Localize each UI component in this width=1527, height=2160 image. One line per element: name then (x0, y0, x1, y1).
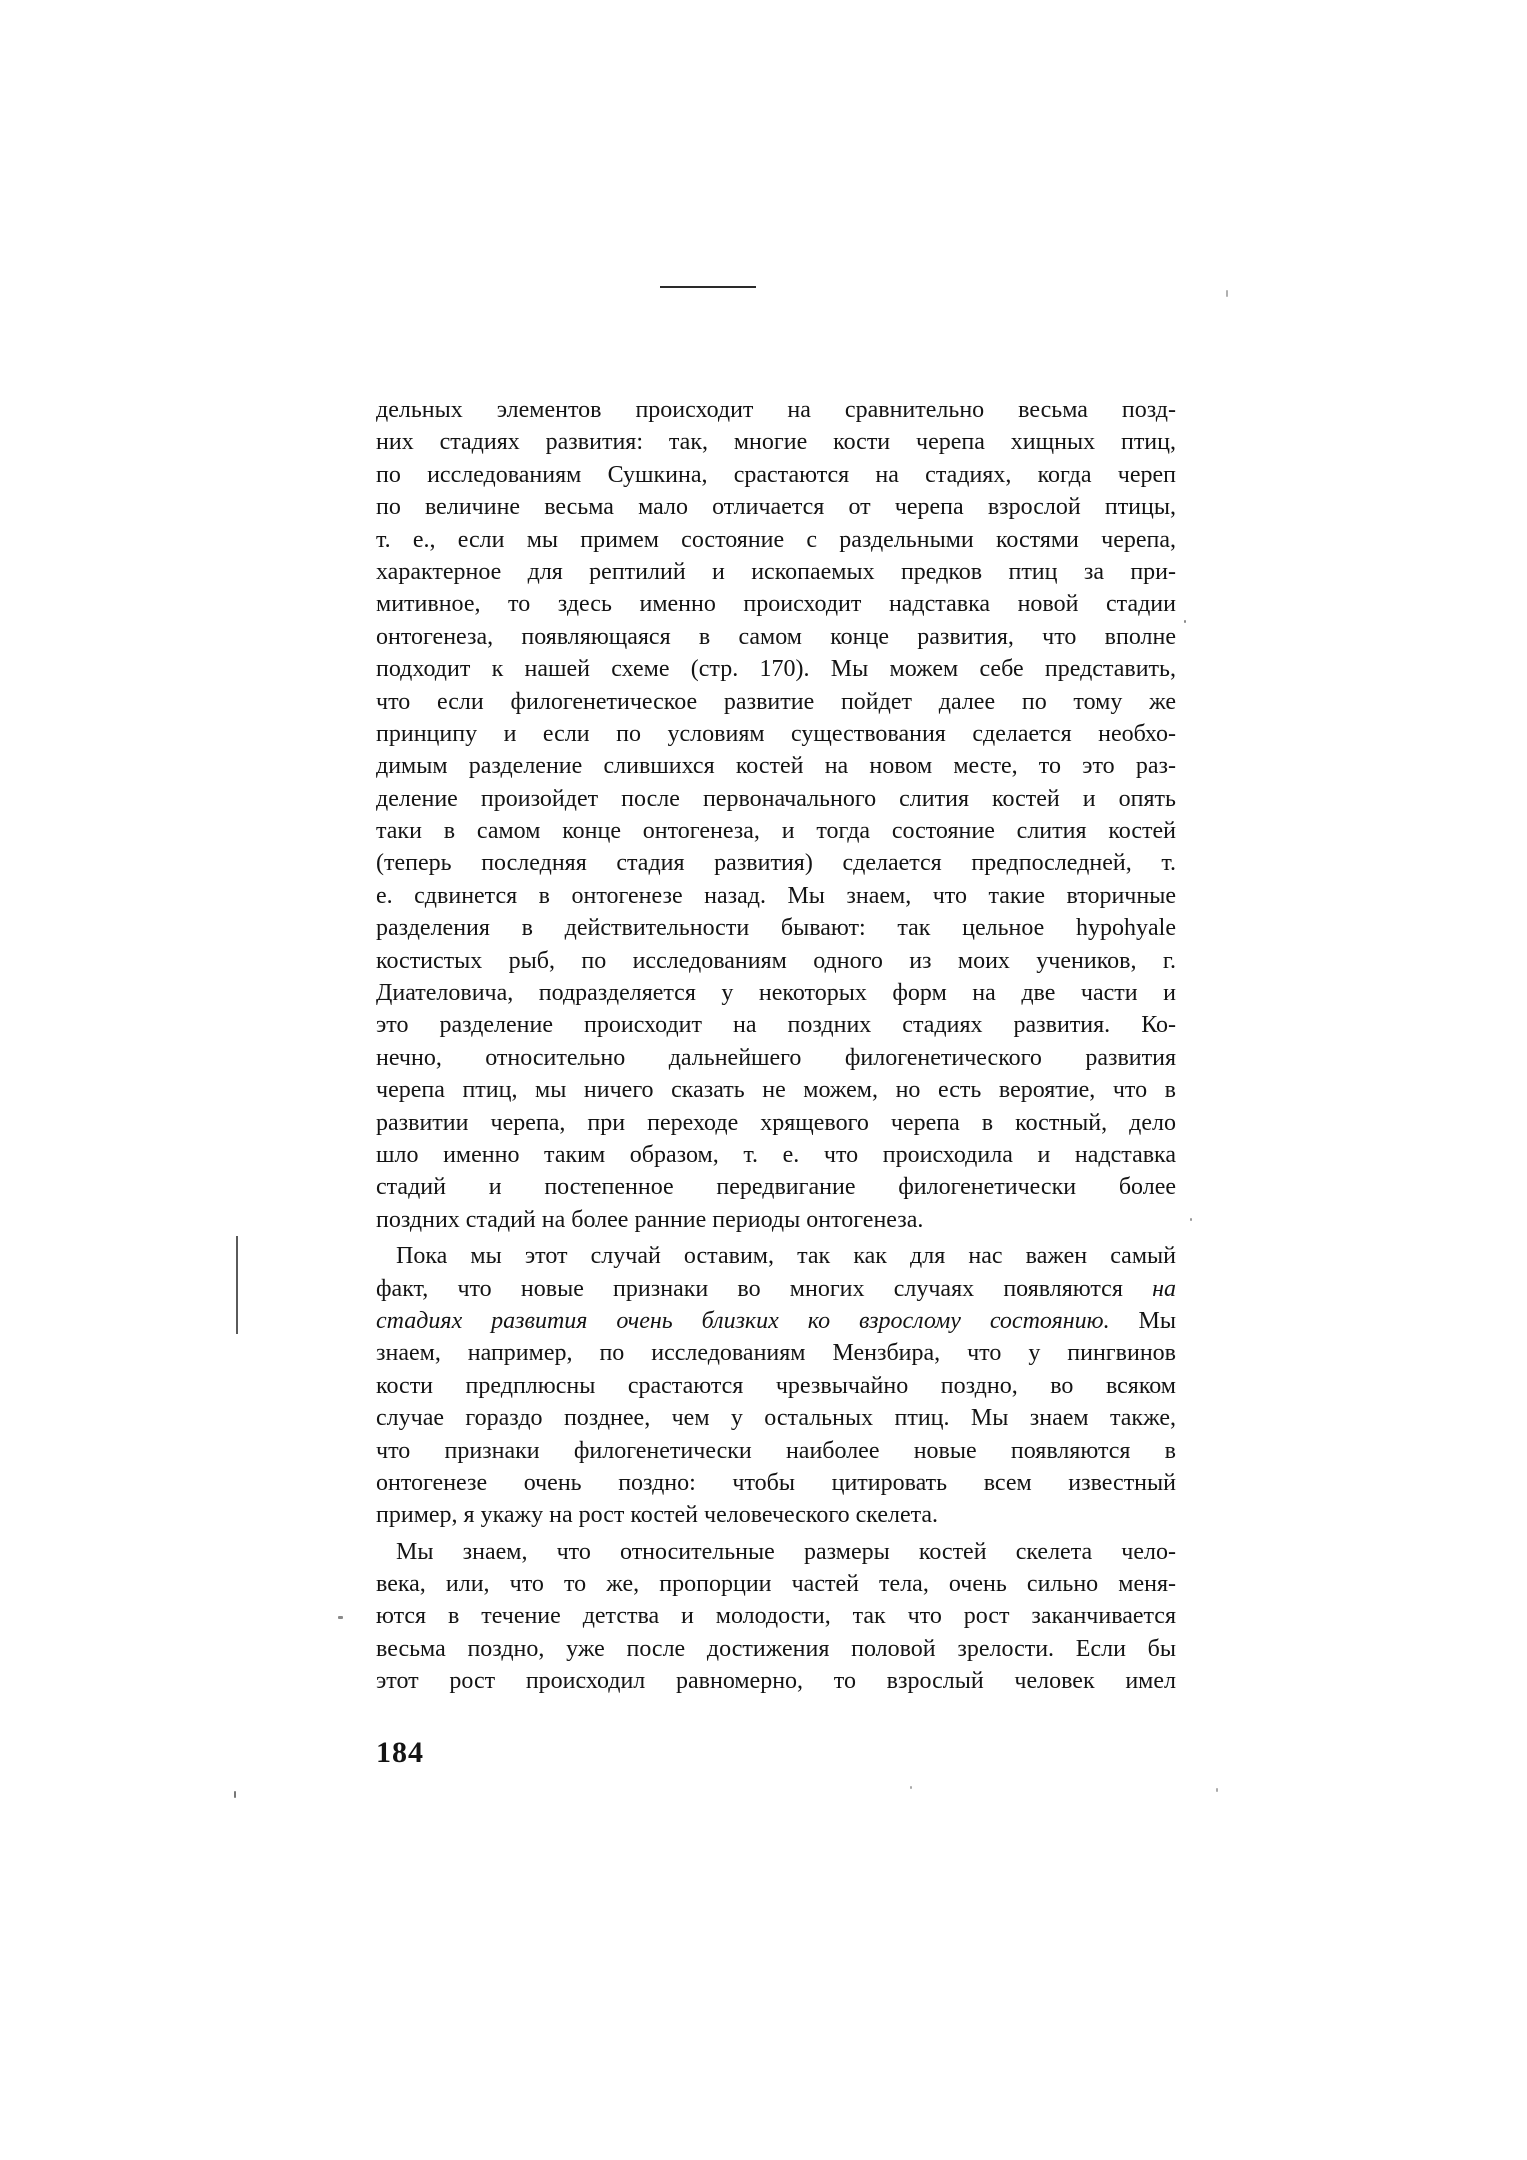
text-line: е. сдвинется в онтогенезе назад. Мы знаем, что такие вторичные (376, 882, 1176, 909)
text-line: что признаки филогенетически наиболее новые появляются в (376, 1437, 1176, 1464)
text-line: костистых рыб, по исследованиям одного из моих учеников, г. (376, 947, 1176, 974)
text-line: онтогенеза, появляющаяся в самом конце развития, что вполне (376, 623, 1176, 650)
text-line: митивное, то здесь именно происходит надставка новой стадии (376, 591, 1176, 618)
text-line: века, или, что то же, пропорции частей тела, очень сильно меня- (376, 1571, 1176, 1598)
text-line: дельных элементов происходит на сравнительно весьма позд- (376, 397, 1176, 423)
text-line: т. е., если мы примем состояние с раздельными костями черепа, (376, 526, 1176, 553)
text-line: димым разделение слившихся костей на новом месте, то это раз- (376, 753, 1176, 780)
text-line: по величине весьма мало отличается от черепа взрослой птицы, (376, 494, 1176, 521)
text-line: принципу и если по условиям существования сделается необхо- (376, 720, 1176, 747)
text-line: ются в течение детства и молодости, так что рост заканчивается (376, 1603, 1176, 1630)
text-line: это разделение происходит на поздних стадиях развития. Ко- (376, 1012, 1176, 1039)
text-line: Диателовича, подразделяется у некоторых форм на две части и (376, 980, 1176, 1007)
scan-speck (1216, 1788, 1218, 1792)
scan-speck (338, 1616, 343, 1619)
text-line (376, 1305, 1176, 1337)
text-line: по исследованиям Сушкина, срастаются на стадиях, когда череп (376, 461, 1176, 488)
page-number: 184 (376, 1736, 424, 1769)
text-line: них стадиях развития: так, многие кости черепа хищных птиц, (376, 429, 1176, 456)
text-line: что если филогенетическое развитие пойдет далее по тому же (376, 688, 1176, 715)
text-line: Мы знаем, что относительные размеры костей скелета чело- (396, 1538, 1176, 1565)
italic-run: стадиях развития очень близких ко взрослому состоянию. (376, 1307, 1110, 1334)
text-line: знаем, например, по исследованиям Мензбира, что у пингвинов (376, 1340, 1176, 1367)
text-line: пример, я укажу на рост костей человеческого скелета. (376, 1502, 939, 1529)
text-line: нечно, относительно дальнейшего филогенетического развития (376, 1044, 1176, 1071)
text-line: характерное для рептилий и ископаемых предков птиц за при- (376, 558, 1176, 585)
text-line: кости предплюсны срастаются чрезвычайно поздно, во всяком (376, 1372, 1176, 1399)
margin-mark (236, 1236, 238, 1334)
text-run: Мы (1109, 1307, 1177, 1334)
scan-speck (1184, 620, 1186, 623)
text-line: таки в самом конце онтогенеза, и тогда состояние слития костей (376, 818, 1176, 845)
text-line: подходит к нашей схеме (стр. 170). Мы можем себе представить, (376, 656, 1176, 683)
text-line: черепа птиц, мы ничего сказать не можем, но есть вероятие, что в (376, 1077, 1176, 1104)
text-line: разделения в действительности бывают: так цельное hypohyale (376, 915, 1176, 942)
scan-speck (910, 1786, 912, 1789)
italic-run: на (1152, 1275, 1176, 1302)
scan-speck (234, 1791, 236, 1798)
text-line: этот рост происходил равномерно, то взрослый человек имел (376, 1668, 1176, 1695)
text-line: (теперь последняя стадия развития) сделается предпоследней, т. (376, 850, 1176, 877)
text-line: случае гораздо позднее, чем у остальных птиц. Мы знаем также, (376, 1405, 1176, 1432)
text-line: Пока мы этот случай оставим, так как для нас важен самый (396, 1243, 1176, 1270)
text-line: стадий и постепенное передвигание филогенетически более (376, 1174, 1176, 1201)
text-line: развитии черепа, при переходе хрящевого черепа в костный, дело (376, 1109, 1176, 1136)
text-line: поздних стадий на более ранние периоды онтогенеза. (376, 1206, 924, 1233)
text-line: весьма поздно, уже после достижения половой зрелости. Если бы (376, 1635, 1176, 1662)
scan-speck (1190, 1218, 1192, 1221)
text-line: деление произойдет после первоначального слития костей и опять (376, 785, 1176, 812)
text-line: шло именно таким образом, т. е. что происходила и надставка (376, 1141, 1176, 1168)
body-text (376, 394, 1176, 1698)
text-line (376, 1273, 1176, 1305)
text-line: онтогенезе очень поздно: чтобы цитировать всем известный (376, 1469, 1176, 1496)
text-run: факт, что новые признаки во многих случаях появляются (376, 1275, 1153, 1302)
top-rule (660, 286, 756, 288)
scan-speck (1226, 290, 1228, 297)
